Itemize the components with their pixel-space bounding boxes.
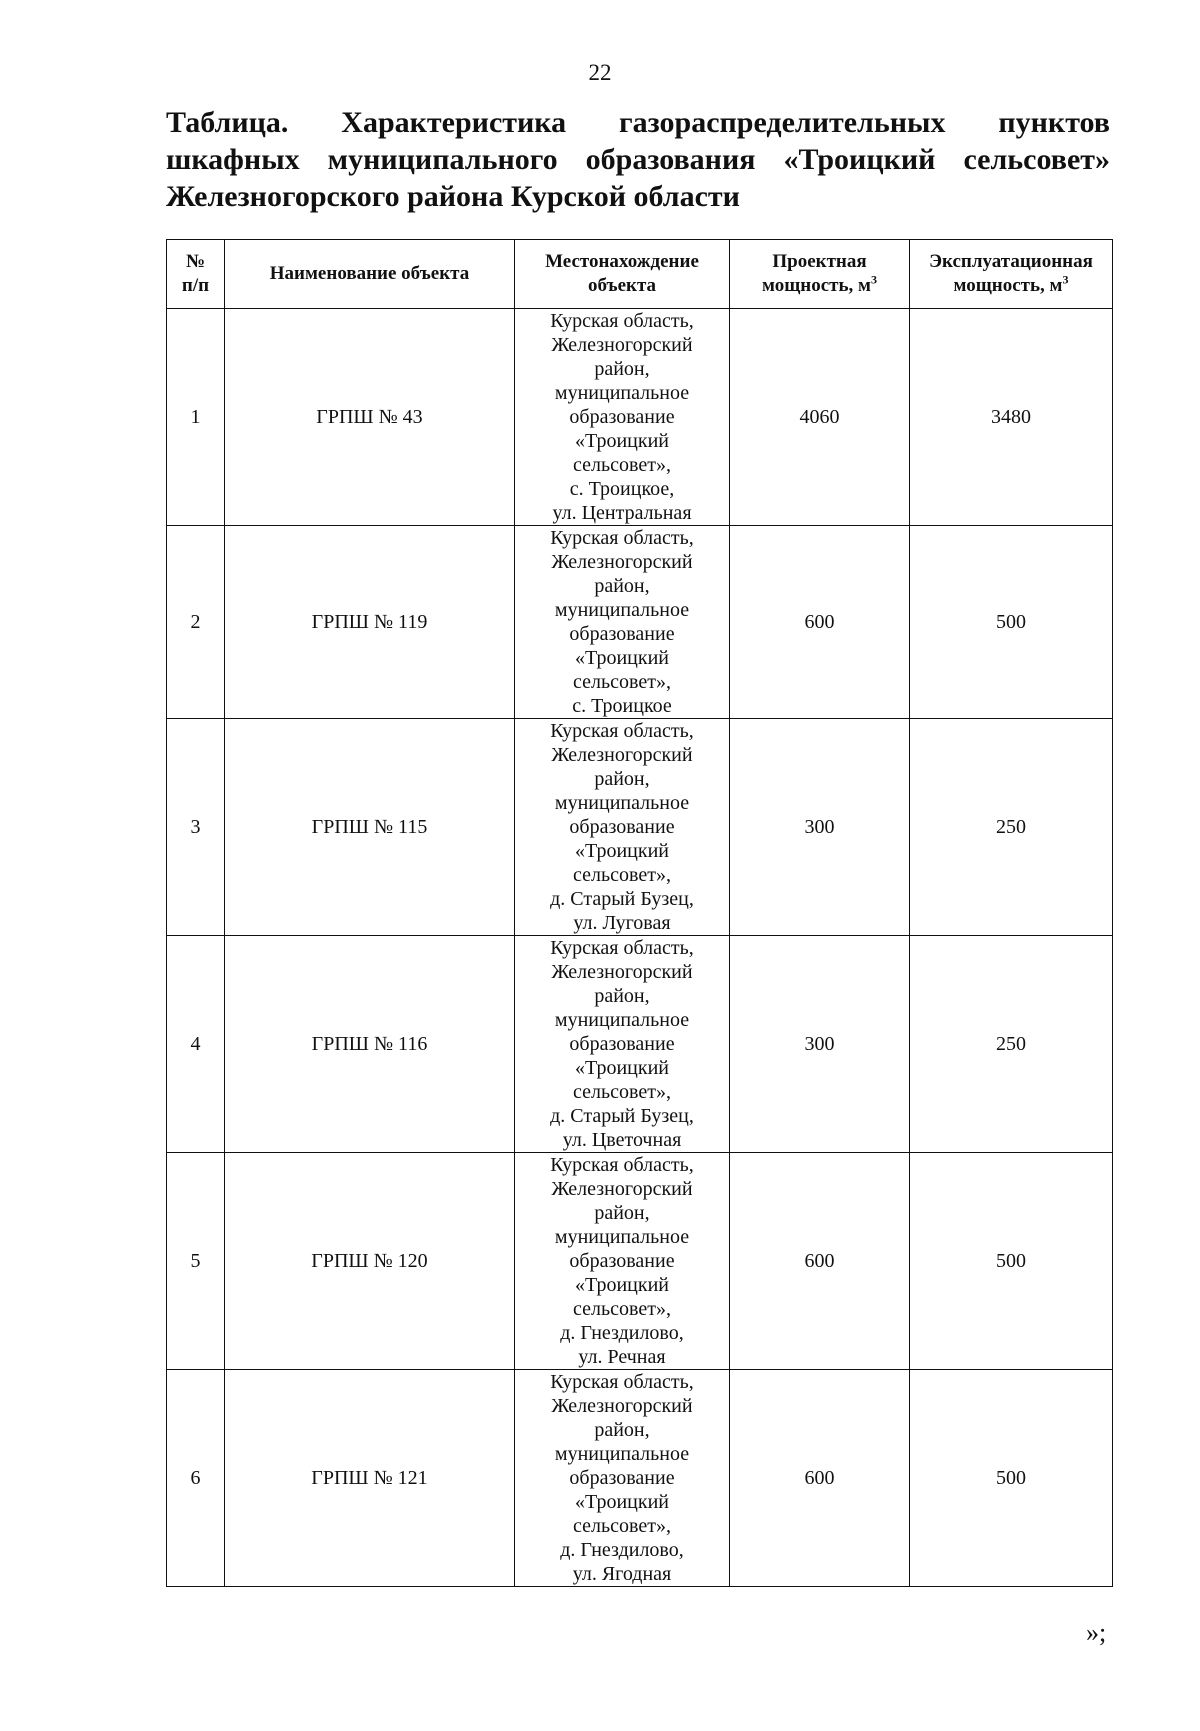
row-number: 1 (167, 309, 225, 526)
object-location (515, 936, 730, 1153)
table-row (167, 309, 1113, 526)
location-line: образование (569, 623, 675, 645)
gas-points-table (166, 239, 1113, 1587)
operational-capacity: 500 (910, 1153, 1113, 1370)
location-line: район, (594, 985, 650, 1007)
page-number: 22 (588, 60, 612, 85)
location-line: «Троицкий (575, 1274, 669, 1296)
object-location (515, 719, 730, 936)
location-line: д. Старый Бузец, (550, 1105, 694, 1127)
location-line: муниципальное (554, 792, 690, 814)
location-line: Курская область, (550, 527, 694, 549)
document-title: Таблица. Характеристика газораспределительных пунктов шкафных муниципального образования «Троицкий сельсовет» Железногорского района Курской области (166, 106, 1110, 213)
design-capacity: 600 (730, 526, 910, 719)
header-number-line2: п/п (181, 275, 210, 296)
location-line: Курская область, (550, 310, 694, 332)
object-name: ГРПШ № 119 (225, 526, 515, 719)
location-line: район, (594, 575, 650, 597)
header-location (515, 240, 730, 309)
location-line: муниципальное (554, 1443, 690, 1465)
location-line: район, (594, 1419, 650, 1441)
header-design-line1: Проектная (772, 251, 867, 272)
location-line: «Троицкий (575, 1057, 669, 1079)
location-line: ул. Речная (578, 1346, 666, 1368)
location-line: образование (569, 406, 675, 428)
row-number: 6 (167, 1370, 225, 1587)
location-line: район, (594, 1202, 650, 1224)
row-number: 2 (167, 526, 225, 719)
location-line: Курская область, (550, 1371, 694, 1393)
location-line: образование (569, 1467, 675, 1489)
location-line: «Троицкий (575, 647, 669, 669)
table-row (167, 936, 1113, 1153)
location-line: с. Троицкое, (569, 478, 675, 500)
object-location (515, 1370, 730, 1587)
location-line: д. Гнездилово, (560, 1322, 684, 1344)
header-name: Наименование объекта (225, 240, 515, 309)
location-line: д. Старый Бузец, (550, 888, 694, 910)
design-capacity: 300 (730, 719, 910, 936)
location-line: ул. Центральная (552, 502, 692, 524)
operational-capacity: 250 (910, 936, 1113, 1153)
header-oper-unit: мощность, м (953, 275, 1063, 296)
location-line: Железногорский (551, 334, 693, 356)
location-line: муниципальное (554, 1226, 690, 1248)
location-line: Железногорский (551, 1178, 693, 1200)
location-line: район, (594, 358, 650, 380)
row-number: 3 (167, 719, 225, 936)
table-row (167, 526, 1113, 719)
location-line: «Троицкий (575, 1491, 669, 1513)
location-line: сельсовет», (573, 1081, 671, 1103)
design-capacity: 4060 (730, 309, 910, 526)
design-capacity: 300 (730, 936, 910, 1153)
operational-capacity: 250 (910, 719, 1113, 936)
table-row (167, 1153, 1113, 1370)
location-line: ул. Цветочная (562, 1129, 682, 1151)
location-line: ул. Луговая (573, 912, 671, 934)
location-line: образование (569, 816, 675, 838)
location-line: Курская область, (550, 1154, 694, 1176)
location-line: сельсовет», (573, 864, 671, 886)
location-line: Железногорский (551, 744, 693, 766)
location-line: сельсовет», (573, 1515, 671, 1537)
location-line: «Троицкий (575, 840, 669, 862)
design-capacity: 600 (730, 1153, 910, 1370)
row-number: 5 (167, 1153, 225, 1370)
location-line: ул. Ягодная (572, 1563, 672, 1585)
header-design-capacity (730, 240, 910, 309)
location-line: район, (594, 768, 650, 790)
operational-capacity: 500 (910, 526, 1113, 719)
location-line: Железногорский (551, 1395, 693, 1417)
location-line: муниципальное (554, 382, 690, 404)
location-line: «Троицкий (575, 430, 669, 452)
table-row (167, 719, 1113, 936)
header-design-unit-exponent: 3 (870, 272, 877, 287)
location-line: Железногорский (551, 551, 693, 573)
header-design-line2 (734, 274, 905, 298)
operational-capacity: 3480 (910, 309, 1113, 526)
location-line: Железногорский (551, 961, 693, 983)
header-location-line1: Местонахождение (545, 251, 699, 272)
object-name: ГРПШ № 115 (225, 719, 515, 936)
object-location (515, 309, 730, 526)
operational-capacity: 500 (910, 1370, 1113, 1587)
header-oper-line2 (914, 274, 1108, 298)
header-number-line1: № (185, 251, 206, 272)
location-line: образование (569, 1033, 675, 1055)
table-body (167, 309, 1113, 1587)
object-location (515, 1153, 730, 1370)
table-row (167, 1370, 1113, 1587)
header-design-unit: мощность, м (762, 275, 871, 296)
object-name: ГРПШ № 116 (225, 936, 515, 1153)
location-line: сельсовет», (573, 1298, 671, 1320)
design-capacity: 600 (730, 1370, 910, 1587)
header-oper-unit-exponent: 3 (1062, 272, 1069, 287)
row-number: 4 (167, 936, 225, 1153)
closing-quote-mark: »; (1086, 1618, 1107, 1647)
object-location (515, 526, 730, 719)
header-location-line2: объекта (587, 275, 657, 296)
header-number (167, 240, 225, 309)
table-header-row (167, 240, 1113, 309)
object-name: ГРПШ № 120 (225, 1153, 515, 1370)
location-line: Курская область, (550, 937, 694, 959)
location-line: с. Троицкое (572, 695, 672, 717)
header-operational-capacity (910, 240, 1113, 309)
location-line: муниципальное (554, 599, 690, 621)
header-oper-line1: Эксплуатационная (929, 251, 1093, 272)
location-line: Курская область, (550, 720, 694, 742)
location-line: сельсовет», (573, 671, 671, 693)
location-line: муниципальное (554, 1009, 690, 1031)
location-line: сельсовет», (573, 454, 671, 476)
object-name: ГРПШ № 43 (225, 309, 515, 526)
object-name: ГРПШ № 121 (225, 1370, 515, 1587)
location-line: образование (569, 1250, 675, 1272)
location-line: д. Гнездилово, (560, 1539, 684, 1561)
